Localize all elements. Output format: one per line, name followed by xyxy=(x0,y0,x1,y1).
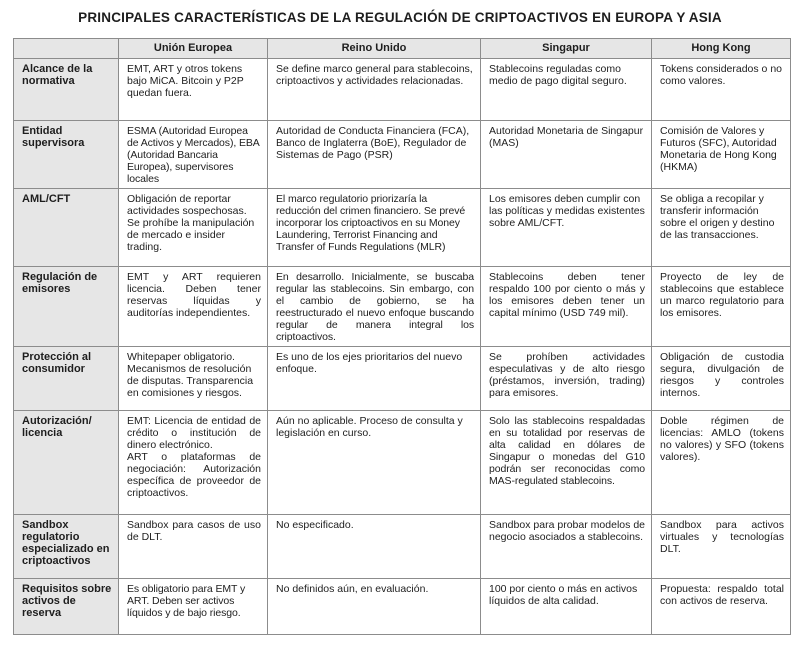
comparison-table xyxy=(13,38,791,635)
cell-reino-unido: No definidos aún, en evaluación. xyxy=(268,579,481,635)
cell-hong-kong: Sandbox para activos virtuales y tecnologías DLT. xyxy=(652,515,791,579)
cell-singapur: Sandbox para probar modelos de negocio asociados a stablecoins. xyxy=(481,515,652,579)
table-row xyxy=(14,515,791,579)
cell-union-europea: Es obligatorio para EMT y ART. Deben ser activos líquidos y de bajo riesgo. xyxy=(119,579,268,635)
cell-singapur: Solo las stablecoins respaldadas en su totalidad por reservas de alta calidad en dólares de Singapur o monedas del G10 podrán ser reconocidas como MAS-regulated stablecoins. xyxy=(481,411,652,515)
cell-reino-unido: Aún no aplicable. Proceso de consulta y legislación en curso. xyxy=(268,411,481,515)
header-singapur: Singapur xyxy=(481,39,652,59)
cell-union-europea: Obligación de reportar actividades sospechosas. Se prohíbe la manipulación de mercado e insider trading. xyxy=(119,189,268,267)
cell-union-europea: EMT, ART y otros tokens bajo MiCA. Bitcoin y P2P quedan fuera. xyxy=(119,59,268,121)
table-row xyxy=(14,189,791,267)
table-row xyxy=(14,59,791,121)
cell-reino-unido: En desarrollo. Inicialmente, se buscaba regular las stablecoins. Sin embargo, con el cambio de gobierno, se ha reestructurado el nuevo enfoque buscando regular de manera integral los criptoactivos. xyxy=(268,267,481,347)
header-corner xyxy=(14,39,119,59)
cell-hong-kong: Obligación de custodia segura, divulgación de riesgos y controles internos. xyxy=(652,347,791,411)
row-label: Requisitos sobre activos de reserva xyxy=(14,579,119,635)
cell-reino-unido: Es uno de los ejes prioritarios del nuevo enfoque. xyxy=(268,347,481,411)
row-label: AML/CFT xyxy=(14,189,119,267)
cell-hong-kong: Doble régimen de licencias: AMLO (tokens no valores) y SFO (tokens valores). xyxy=(652,411,791,515)
cell-singapur: Se prohíben actividades especulativas y de alto riesgo (préstamos, inversión, trading) para emisores. xyxy=(481,347,652,411)
table-row xyxy=(14,121,791,189)
cell-union-europea xyxy=(119,411,268,515)
cell-singapur: Los emisores deben cumplir con las políticas y medidas existentes sobre AML/CFT. xyxy=(481,189,652,267)
cell-reino-unido: El marco regulatorio priorizaría la reducción del crimen financiero. Se prevé incorporar los criptoactivos en su Money Laundering, Terrorist Financing and Transfer of Funds Regulations (MLR) xyxy=(268,189,481,267)
cell-union-europea: EMT y ART requieren licencia. Deben tener reservas líquidas y auditorías independientes. xyxy=(119,267,268,347)
table-row xyxy=(14,347,791,411)
row-label: Entidad supervisora xyxy=(14,121,119,189)
cell-hong-kong: Se obliga a recopilar y transferir información sobre el origen y destino de las transacciones. xyxy=(652,189,791,267)
row-label: Regulación de emisores xyxy=(14,267,119,347)
cell-union-europea: Whitepaper obligatorio. Mecanismos de resolución de disputas. Transparencia en comisiones y riesgos. xyxy=(119,347,268,411)
cell-singapur: Stablecoins reguladas como medio de pago digital seguro. xyxy=(481,59,652,121)
row-label: Alcance de la normativa xyxy=(14,59,119,121)
cell-text: EMT: Licencia de entidad de crédito o institución de dinero electrónico. xyxy=(127,415,261,451)
cell-hong-kong: Tokens considerados o no como valores. xyxy=(652,59,791,121)
cell-hong-kong: Propuesta: respaldo total con activos de reserva. xyxy=(652,579,791,635)
table-row xyxy=(14,411,791,515)
cell-hong-kong: Comisión de Valores y Futuros (SFC), Autoridad Monetaria de Hong Kong (HKMA) xyxy=(652,121,791,189)
cell-singapur: Stablecoins deben tener respaldo 100 por ciento o más y los emisores deben tener un capital mínimo (USD 749 mil). xyxy=(481,267,652,347)
cell-union-europea: Sandbox para casos de uso de DLT. xyxy=(119,515,268,579)
cell-reino-unido: Autoridad de Conducta Financiera (FCA), Banco de Inglaterra (BoE), Regulador de Sistemas de Pago (PSR) xyxy=(268,121,481,189)
row-label: Sandbox regulatorio especializado en criptoactivos xyxy=(14,515,119,579)
page-title: PRINCIPALES CARACTERÍSTICAS DE LA REGULACIÓN DE CRIPTOACTIVOS EN EUROPA Y ASIA xyxy=(78,10,722,25)
table-row xyxy=(14,579,791,635)
row-label: Protección al consumidor xyxy=(14,347,119,411)
row-label: Autorización/ licencia xyxy=(14,411,119,515)
cell-union-europea: ESMA (Autoridad Europea de Activos y Mercados), EBA (Autoridad Bancaria Europea), supervisores locales xyxy=(119,121,268,189)
cell-singapur: 100 por ciento o más en activos líquidos de alta calidad. xyxy=(481,579,652,635)
cell-reino-unido: Se define marco general para stablecoins, criptoactivos y actividades relacionadas. xyxy=(268,59,481,121)
table-row xyxy=(14,267,791,347)
header-reino-unido: Reino Unido xyxy=(268,39,481,59)
header-union-europea: Unión Europea xyxy=(119,39,268,59)
cell-hong-kong: Proyecto de ley de stablecoins que establece un marco regulatorio para los emisores. xyxy=(652,267,791,347)
cell-singapur: Autoridad Monetaria de Singapur (MAS) xyxy=(481,121,652,189)
cell-reino-unido: No especificado. xyxy=(268,515,481,579)
cell-text-extra: ART o plataformas de negociación: Autorización específica de proveedor de criptoactivos. xyxy=(127,451,261,499)
header-row xyxy=(14,39,791,59)
header-hong-kong: Hong Kong xyxy=(652,39,791,59)
